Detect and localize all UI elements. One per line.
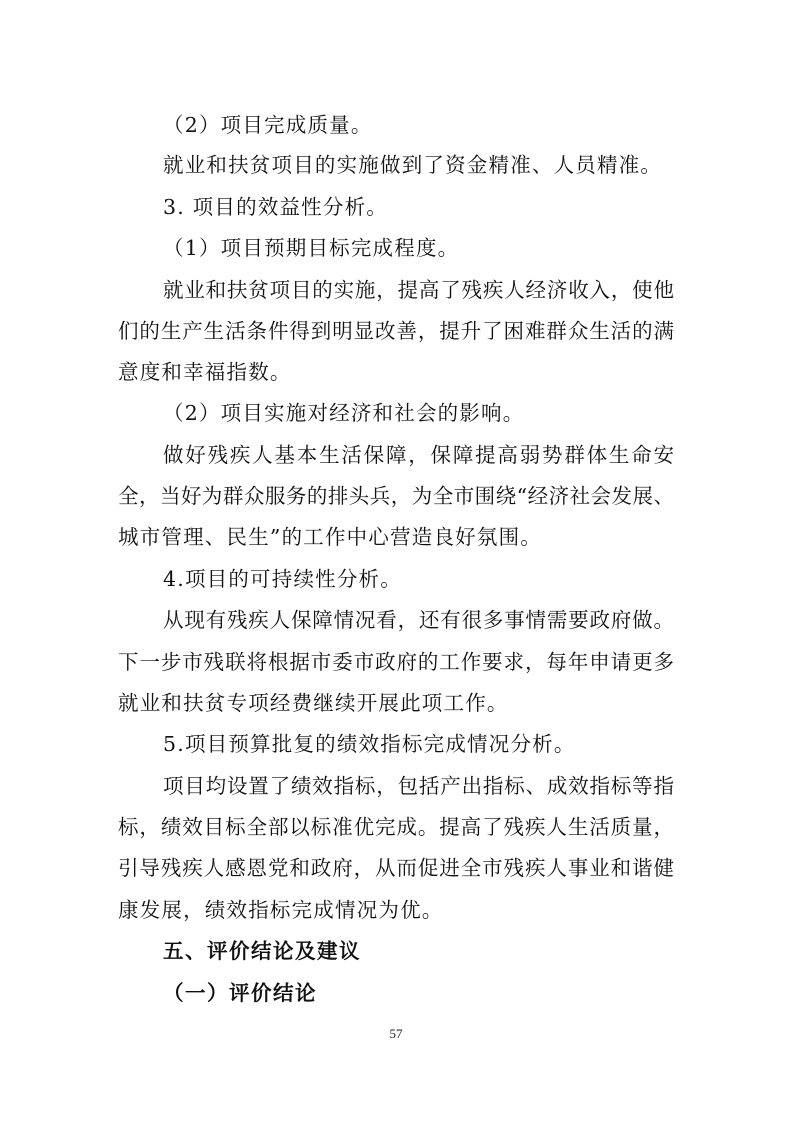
- paragraph-line: 全，当好为群众服务的排头兵，为全市围绕“经济社会发展、: [118, 484, 674, 508]
- chapter-heading-conclusion: 五、评价结论及建议: [163, 939, 361, 963]
- paragraph-line: 标，绩效目标全部以标准优完成。提高了残疾人生活质量，: [118, 815, 674, 839]
- paragraph-line: 下一步市残联将根据市委市政府的工作要求，每年申请更多: [118, 650, 674, 674]
- subheading-evaluation-conclusion: （一）评价结论: [163, 981, 317, 1005]
- paragraph-line: 从现有残疾人保障情况看，还有很多事情需要政府做。: [163, 608, 674, 632]
- paragraph-line: 项目均设置了绩效指标，包括产出指标、成效指标等指: [163, 774, 674, 798]
- subheading-social-impact: （2）项目实施对经济和社会的影响。: [163, 401, 525, 425]
- page-number: 57: [389, 1026, 403, 1041]
- paragraph-line: 康发展，绩效指标完成情况为优。: [118, 898, 444, 922]
- paragraph-line: 做好残疾人基本生活保障，保障提高弱势群体生命安: [163, 443, 674, 467]
- section-heading-benefit-analysis: 3. 项目的效益性分析。: [163, 195, 388, 219]
- paragraph-line: 们的生产生活条件得到明显改善，提升了困难群众生活的满: [118, 319, 674, 343]
- paragraph-line: 引导残疾人感恩党和政府，从而促进全市残疾人事业和谐健: [118, 856, 674, 880]
- paragraph-line: 就业和扶贫项目的实施，提高了残疾人经济收入，使他: [163, 278, 674, 302]
- section-heading-indicator-analysis: 5.项目预算批复的绩效指标完成情况分析。: [163, 732, 576, 756]
- paragraph-line: 城市管理、民生”的工作中心营造良好氛围。: [118, 525, 542, 549]
- section-heading-sustainability: 4.项目的可持续性分析。: [163, 567, 402, 591]
- paragraph-line: 就业和扶贫项目的实施做到了资金精准、人员精准。: [163, 153, 663, 177]
- paragraph-line: 意度和幸福指数。: [118, 360, 292, 384]
- subheading-target-completion: （1）项目预期目标完成程度。: [163, 236, 460, 260]
- subheading-completion-quality: （2）项目完成质量。: [163, 113, 373, 137]
- paragraph-line: 就业和扶贫专项经费继续开展此项工作。: [118, 691, 509, 715]
